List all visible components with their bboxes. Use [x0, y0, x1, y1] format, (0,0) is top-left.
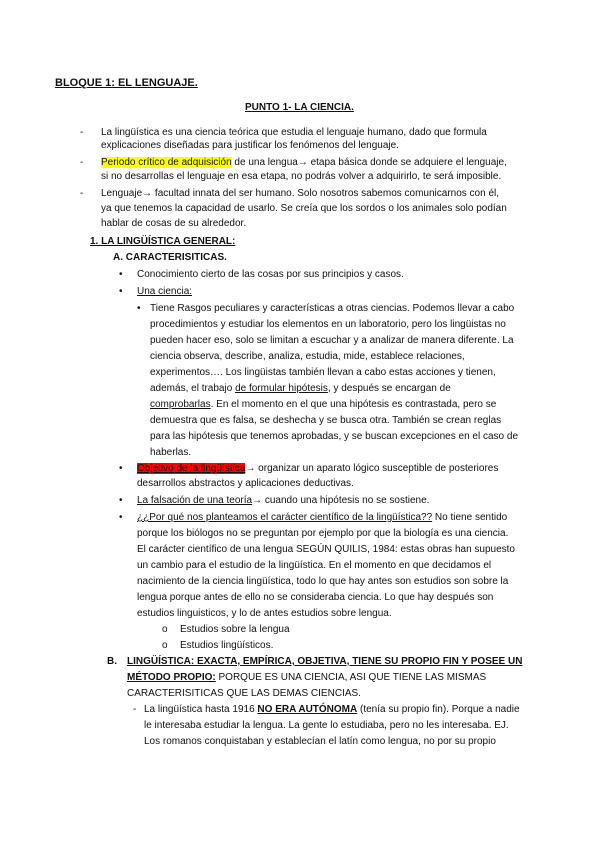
pregunta-line: estudios linguisticos, y lo de antes estudios sobre lengua.: [137, 608, 392, 619]
intro-1-line2: explicaciones diseñadas para justificar los fenómenos del lenguaje.: [101, 140, 399, 151]
bullet-dot: •: [119, 512, 123, 523]
intro-3-line1: Lenguaje→ facultad innata del ser humano. Solo nosotros sabemos comunicarnos con él,: [101, 188, 500, 199]
arrow-icon: →: [245, 463, 256, 474]
circle-bullet: o: [162, 624, 168, 635]
arrow-icon: →: [297, 157, 308, 168]
subheading-b-label: B.: [107, 656, 117, 667]
item-knowledge: Conocimiento cierto de las cosas por sus principios y casos.: [137, 269, 404, 280]
dash-bullet: -: [80, 127, 84, 138]
sub-line: ciencia observa, describe, analiza, estudia, mide, establece relaciones,: [150, 351, 465, 362]
b-item-line: Los romanos conquistaban y establecían el latín como lengua, no por su propio: [144, 736, 496, 747]
subheading-b-line2: MÉTODO PROPIO: PORQUE ES UNA CIENCIA, ASI QUE TIENE LAS MISMAS: [127, 672, 487, 683]
b-item-line: le interesaba estudiar la lengua. La gente lo estudiaba, pero no les interesaba. EJ.: [144, 720, 509, 731]
pregunta-line: lengua porque antes de ello no se consideraba ciencia. Lo que hay después son: [137, 592, 494, 603]
item-una-ciencia: Una ciencia:: [137, 286, 193, 297]
pregunta-line: porque los biólogos no se preguntan por ejemplo por que la biología es una ciencia.: [137, 528, 509, 539]
bullet-dot: •: [119, 269, 123, 280]
sub-line: demuestra que es falsa, se deshecha y se busca otra. También se crean reglas: [150, 415, 502, 426]
item-objetivo-line2: desarrollos abstractos y aplicaciones deductivas.: [137, 478, 354, 489]
sub-line: haberlas.: [150, 447, 192, 458]
b-item-line1: La lingüística hasta 1916 NO ERA AUTÓNOMA (tenía su propio fin). Porque a nadie: [144, 704, 520, 715]
sub-item: Estudios lingüísticos.: [180, 640, 274, 651]
sub-line: además, el trabajo de formular hipótesis, y después se encargan de: [150, 383, 451, 394]
item-objetivo: Objetivo de la lingüística→ organizar un aparato lógico susceptible de posteriores: [137, 463, 499, 474]
sub-line: procedimientos y estudiar los elementos en un laboratorio, pero los lingüistas no: [150, 319, 506, 330]
intro-3-line3: hablar de cosas de su alrededor.: [101, 218, 247, 229]
sub-item: Estudios sobre la lengua: [180, 624, 290, 635]
bullet-dot: •: [119, 495, 123, 506]
dash-bullet: -: [80, 188, 84, 199]
sub-line: comprobarlas. En el momento en el que una hipótesis es contrastada, pero se: [150, 399, 497, 410]
sub-line: experimentos…. Los lingüistas también llevan a cabo estas acciones y tienen,: [150, 367, 496, 378]
intro-1-line1: La lingüística es una ciencia teórica que estudia el lenguaje humano, dado que formula: [101, 127, 487, 138]
sub-line: pueden hacer eso, solo se limitan a escuchar y a analizar de manera diferente. La: [150, 335, 514, 346]
dash-bullet: -: [80, 157, 84, 168]
arrow-icon: →: [142, 188, 153, 199]
dash-bullet: -: [133, 704, 137, 715]
sub-line: para las hipótesis que tenemos aprobadas, y se buscan excepciones en el caso de: [150, 431, 519, 442]
highlighted-term: Periodo crítico de adquisición: [101, 157, 232, 168]
intro-2-line1: Periodo crítico de adquisición de una lengua→ etapa básica donde se adquiere el lenguaje,: [101, 157, 507, 168]
pregunta-line: un cambio para el estudio de la lingüística. En el momento en que decidamos el: [137, 560, 492, 571]
pregunta-line: nacimiento de la ciencia lingüística, todo lo que hay antes son estudios son sobre la: [137, 576, 509, 587]
highlighted-term: Objetivo de la lingüística: [137, 463, 246, 474]
subheading-a: A. CARACTERISITICAS.: [113, 252, 227, 263]
item-pregunta: ¿¿Por qué nos planteamos el carácter científico de la lingüística?? No tiene sentido: [137, 512, 508, 523]
intro-2-line2: si no desarrollas el lenguaje en esa etapa, no podrás volver a adquirirlo, te será imposible.: [101, 171, 502, 182]
document-title: BLOQUE 1: EL LENGUAJE.: [55, 77, 198, 89]
subheading-b-line1: LINGÜÍSTICA: EXACTA, EMPÍRICA, OBJETIVA, TIENE SU PROPIO FIN Y POSEE UN: [127, 656, 523, 667]
item-falsacion: La falsación de una teoría→ cuando una hipótesis no se sostiene.: [137, 495, 430, 506]
subsection-heading: 1. LA LINGÜÍSTICA GENERAL:: [90, 236, 236, 247]
sub-line: Tiene Rasgos peculiares y características a otras ciencias. Podemos llevar a cabo: [150, 303, 515, 314]
subheading-b-line3: CARACTERISITICAS QUE LAS DEMAS CIENCIAS.: [127, 688, 361, 699]
bullet-dot: •: [137, 303, 141, 314]
intro-3-line2: ya que tenemos la capacidad de usarlo. Se creía que los sordos o los animales solo podían: [101, 203, 507, 214]
pregunta-line: El carácter científico de una lengua SEGÚN QUILIS, 1984: estas obras han supuesto: [137, 544, 515, 555]
bullet-dot: •: [119, 286, 123, 297]
circle-bullet: o: [162, 640, 168, 651]
section-heading: PUNTO 1- LA CIENCIA.: [245, 102, 354, 113]
arrow-icon: →: [252, 495, 263, 506]
bullet-dot: •: [119, 463, 123, 474]
